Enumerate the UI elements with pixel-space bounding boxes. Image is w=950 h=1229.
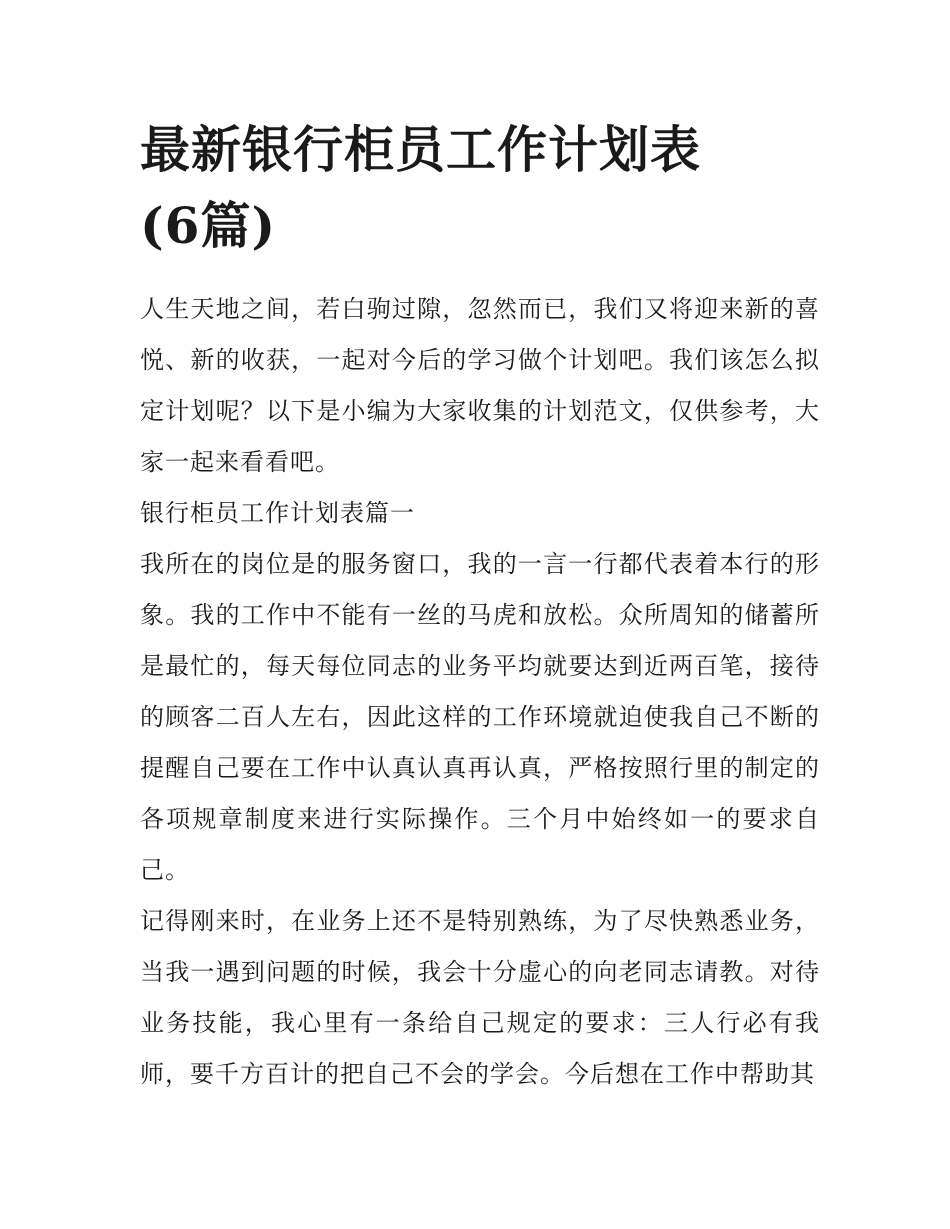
document-title: 最新银行柜员工作计划表(6篇) bbox=[140, 120, 701, 255]
body-paragraph-2: 记得刚来时，在业务上还不是特别熟练，为了尽快熟悉业务，当我一遇到问题的时候，我会十分虚心的向老同志请教。对待业务技能，我心里有一条给自己规定的要求：三人行必有我师，要千方百计的把自己不会的学会。今后想在工作中帮助其 bbox=[140, 907, 820, 1088]
section-heading: 银行柜员工作计划表篇一 bbox=[140, 499, 415, 527]
body-paragraph-1: 我所在的岗位是的服务窗口，我的一言一行都代表着本行的形象。我的工作中不能有一丝的马虎和放松。众所周知的储蓄所是最忙的，每天每位同志的业务平均就要达到近两百笔，接待的顾客二百人左右，因此这样的工作环境就迫使我自己不断的提醒自己要在工作中认真认真再认真，严格按照行里的制定的各项规章制度来进行实际操作。三个月中始终如一的要求自己。 bbox=[140, 550, 820, 884]
intro-paragraph: 人生天地之间，若白驹过隙，忽然而已，我们又将迎来新的喜悦、新的收获，一起对今后的学习做个计划吧。我们该怎么拟定计划呢？以下是小编为大家收集的计划范文，仅供参考，大家一起来看看吧。 bbox=[140, 295, 820, 476]
document-page bbox=[140, 112, 820, 1100]
